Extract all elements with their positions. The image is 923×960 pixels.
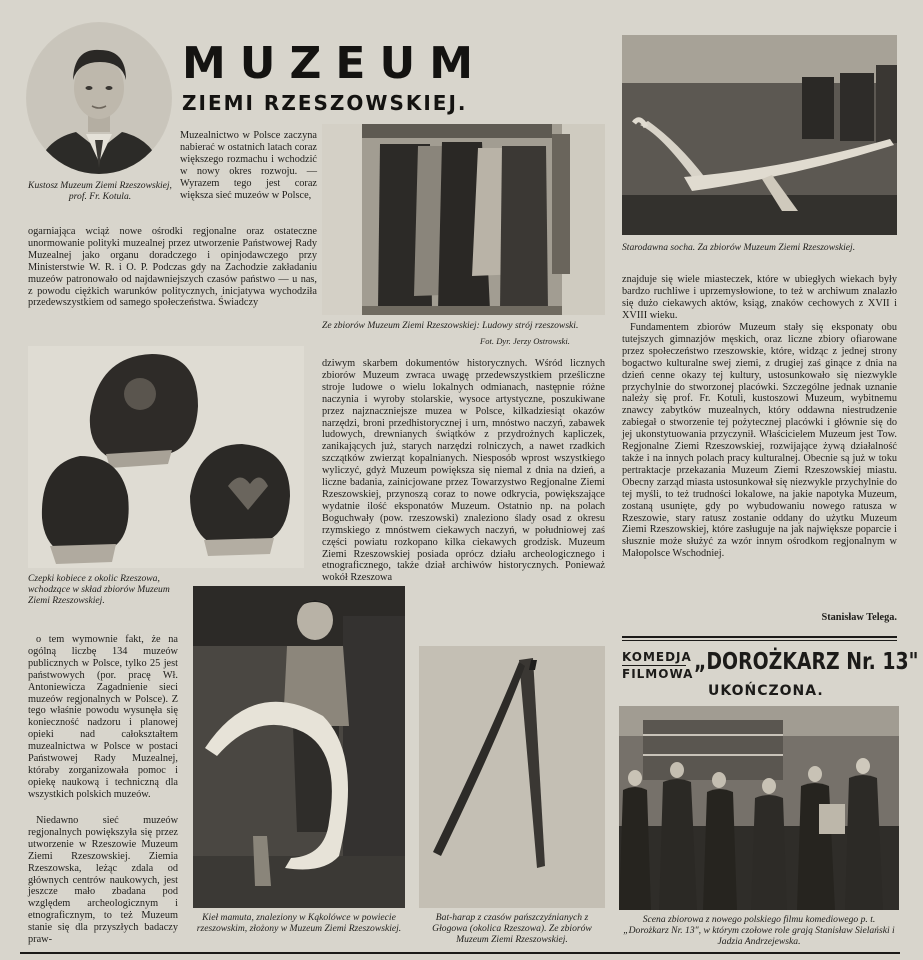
ad-divider xyxy=(622,665,686,666)
whip-image xyxy=(419,646,605,908)
article-paragraph-2: o tem wymownie fakt, że na ogólną liczbę 134 muzeów publicznych w Polsce, tylko 25 jest państwowych (por. pracę Wł. Antoniewicza Zagadnienie sieci muzeów regjonalnych w Polsce). Z tego właśnie powodu wysunęła się konieczność nadzoru i planowej opieki nad całokształtem muzealnictwa w Polsce w postaci Państwowej Rady Muzealnej, któraby zorganizowała pomoc i opiekę naukową i techniczną dla wszystkich polskich muzeów. xyxy=(28,634,178,800)
ad-top-rule xyxy=(622,636,897,638)
article-paragraph-6: Fundamentem zbiorów Muzeum stały się eksponaty obu tutejszych gimnazjów męskich, oraz liczne zbiory ofiarowane przez społeczeństwo rzeszowskie, które, widząc z jednej strony bogactwo kulturalne swej ziemi, z drugiej zaś ginące z dnia na dzień cenne okazy tej kultury, ustosunkowało się niezwykle przychylnie do stworzonej placówki. Szczególne jednak uznanie należy się prof. Fr. Kotuli, kustoszowi Muzeum, wybitnemu znawcy zabytków muzealnych, który oddawna niestrudzenie zabiegał o stworzenie tej pożytecznej placówki i głównie się do jej ukonstytuowania przyczynił. Właścicielem Muzeum jest Tow. Regjonalne Ziemi Rzeszowskiej, rozwijające żywą działalność także i na innych polach pracy kulturalnej. Obecnie są już w toku pertraktacje przekazania Muzeum Ziemi Rzeszowskiej miastu. Obecny zarząd miasta ustosunkował się niezwykle przychylnie do tej myśli, to też trudności lokalowe, na jakie napotyka Muzeum, zostaną usunięte, gdy po wybudowaniu nowego ratusza w Rzeszowie, stary ratusz zostanie oddany do użytku Muzeum Ziemi Rzeszowskiej, które zasługuje na jak największe poparcie i słusznie może służyć za wzór innym ośrodkom regjonalnym w Małopolsce Wschodniej. xyxy=(622,322,897,560)
portrait-photo xyxy=(26,22,172,174)
article-author: Stanisław Telega. xyxy=(821,612,897,623)
film-scene-caption: Scena zbiorowa z nowego polskiego filmu komediowego p. t. „Dorożkarz Nr. 13", w którym czołowe role grają Stanisław Sielański i Jadzia Andrzejewska. xyxy=(623,914,895,948)
plough-caption: Starodawna socha. Za zbiorów Muzeum Ziemi Rzeszowskiej. xyxy=(622,242,856,253)
mammoth-tusk-image xyxy=(193,586,405,908)
caps-image xyxy=(28,346,304,568)
costume-photo xyxy=(322,124,605,315)
film-scene-image xyxy=(619,706,899,910)
page-title: MUZEUM xyxy=(182,38,487,89)
whip-photo xyxy=(419,646,605,908)
article-paragraph-4: dziwym skarbem dokumentów historycznych. Wśród licznych zbiorów Muzeum zwraca uwagę przedewszystkiem prześliczne stroje ludowe o wielu lokalnych odmianach, następnie różne naczynia i wyroby stolarskie, wysoce artystyczne, poszukiwane przez najznaczniejsze muzea w Polsce, kilkadziesiąt okazów narzędzi, broni przedhistorycznej i urn, mnóstwo naczyń, zabawek ludowych, drewnianych świątków z przydrożnych kapliczek, zanikających już, starych narzędzi rolniczych, a nawet rzadkich szczątków zwierząt kopalnianych. Niesposób wprost wszystkiego wyliczyć, gdyż Muzeum powiększa się niemal z dnia na dzień, a liczne badania, zainicjowane przez Towarzystwo Regjonalne Ziemi Rzeszowskiej, przynoszą coraz to nowe odkrycia, powiększające wydatnie ilość eksponatów Muzeum. Ostatnio np. na polach Boguchwały (pow. rzeszowski) znaleziono ślady osad z okresu rzymskiego z mnóstwem ciekawych naczyń, w południowej zaś części powiatu rozkopano kilka ciekawych grodzisk. Muzeum Ziemi Rzeszowskiej posiada oprócz działu archeologicznego i etnograficznego, także dział archiwów historycznych. Ponieważ wokół Rzeszowa xyxy=(322,358,605,584)
bottom-rule xyxy=(20,952,900,954)
ad-top-rule-2 xyxy=(622,640,897,641)
mammoth-tusk-photo xyxy=(193,586,405,908)
film-scene-photo xyxy=(619,706,899,910)
film-status: UKOŃCZONA. xyxy=(708,683,824,699)
caps-photo xyxy=(28,346,304,568)
whip-caption: Bat-harap z czasów pańszczyźnianych z Głogowa (okolica Rzeszowa). Ze zbiorów Muzeum Ziemi Rzeszowskiej. xyxy=(432,912,592,946)
costume-photo-credit: Fot. Dyr. Jerzy Ostrowski. xyxy=(480,336,570,346)
film-title: „DOROŻKARZ Nr. 13" xyxy=(694,649,919,675)
article-paragraph-1: ogarniająca wciąż nowe ośrodki regjonalne oraz ostateczne unormowanie polityki muzealnej przez utworzenie Państwowej Rady Muzealnej jako organu doradczego i opinjodawczego przy Ministerstwie W. R. i O. P. Podczas gdy na Zachodzie zakładaniu muzeów patronowało od najdawniejszych czasów państwo — u nas, z powodu ciężkich warunków politycznych, inicjatywa wychodziła przedewszystkiem od samego społeczeństwa. Świadczy xyxy=(28,226,317,309)
mammoth-tusk-caption: Kieł mamuta, znaleziony w Kąkolówce w powiecie rzeszowskim, złożony w Muzeum Ziemi Rzeszowskiej. xyxy=(196,912,402,935)
costume-image xyxy=(322,124,605,315)
portrait-caption: Kustosz Muzeum Ziemi Rzeszowskiej, prof. Fr. Kotula. xyxy=(28,180,172,203)
article-paragraph-5: znajduje się wiele miasteczek, które w ubiegłych wiekach były bardzo ruchliwe i uprzemysłowione, to też w archiwum znalazło się dużo ciekawych aktów, ksiąg, znaków cechowych z XVII i XVIII wieku. xyxy=(622,274,897,321)
caps-caption: Czepki kobiece z okolic Rzeszowa, wchodzące w skład zbiorów Muzeum Ziemi Rzeszowskiej. xyxy=(28,573,170,607)
plough-photo xyxy=(622,35,897,235)
article-intro: Muzealnictwo w Polsce zaczyna nabierać w ostatnich latach coraz większego rozmachu i wchodzić w nowy okres rozwoju. — Wyrazem tego jest coraz większa sieć muzeów w Polsce, xyxy=(180,130,317,201)
ad-label-line-1: KOMEDJA xyxy=(622,650,692,664)
article-paragraph-3: Niedawno sieć muzeów regjonalnych powiększyła się przez utworzenie w Rzeszowie Muzeum Ziemi Rzeszowskiej. Ziemia Rzeszowska, leżąc zdala od głównych centrów naukowych, jest jeszcze mało zbadana pod względem archeologicznym i etnograficznym, to też Muzeum stanie się dla przyszłych badaczy praw- xyxy=(28,815,178,946)
plough-image xyxy=(622,35,897,235)
page-subtitle: ZIEMI RZESZOWSKIEJ. xyxy=(182,91,468,115)
portrait-image xyxy=(26,22,172,174)
ad-label-line-2: FILMOWA xyxy=(622,667,694,681)
costume-caption: Ze zbiorów Muzeum Ziemi Rzeszowskiej: Ludowy strój rzeszowski. xyxy=(322,320,579,331)
